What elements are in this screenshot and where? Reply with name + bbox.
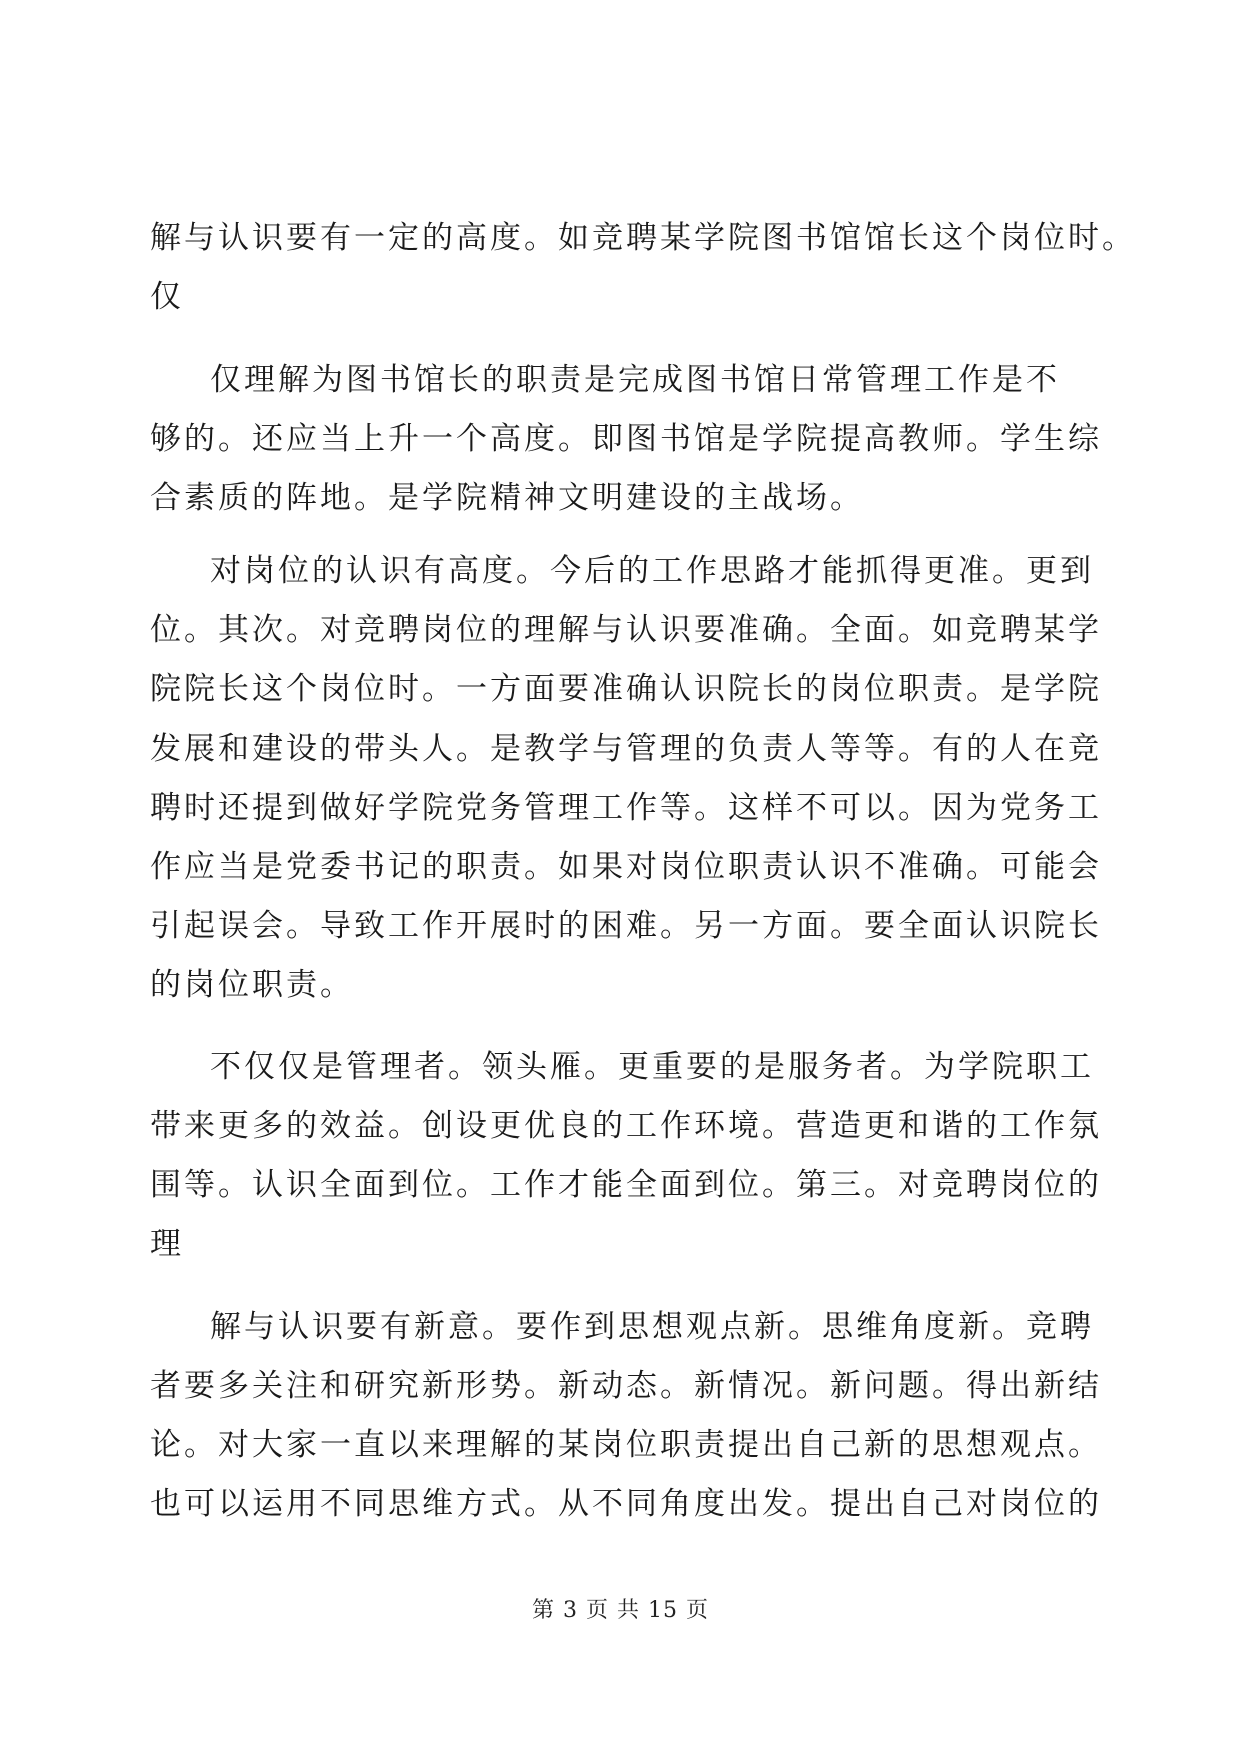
page-footer: 第 3 页 共 15 页: [532, 1598, 709, 1623]
text-line: [0, 1155, 1241, 1215]
text-line-content: 够的。还应当上升一个高度。即图书馆是学院提高教师。学生综: [150, 421, 1102, 457]
text-line: [0, 1297, 1241, 1357]
text-line: [0, 541, 1241, 601]
text-line-content: 的岗位职责。: [150, 967, 354, 1003]
text-line-content: 不仅仅是管理者。领头雁。更重要的是服务者。为学院职工: [210, 1049, 1094, 1085]
text-line: [0, 1037, 1241, 1097]
text-line: [0, 896, 1241, 956]
text-line: [0, 778, 1241, 838]
text-line: [0, 719, 1241, 779]
text-line-content: 解与认识要有一定的高度。如竞聘某学院图书馆馆长这个岗位时。: [150, 220, 1136, 256]
text-line: [0, 1356, 1241, 1416]
text-line-content: 合素质的阵地。是学院精神文明建设的主战场。: [150, 480, 864, 516]
text-line: [0, 600, 1241, 660]
text-line: [0, 267, 1241, 327]
text-line-content: 仅理解为图书馆长的职责是完成图书馆日常管理工作是不: [210, 362, 1060, 398]
text-line: [0, 1214, 1241, 1274]
text-line-content: 作应当是党委书记的职责。如果对岗位职责认识不准确。可能会: [150, 849, 1102, 885]
text-line-content: 聘时还提到做好学院党务管理工作等。这样不可以。因为党务工: [150, 790, 1102, 826]
text-line: [0, 409, 1241, 469]
text-line-content: 引起误会。导致工作开展时的困难。另一方面。要全面认识院长: [150, 908, 1102, 944]
text-line: [0, 1474, 1241, 1534]
text-line-content: 解与认识要有新意。要作到思想观点新。思维角度新。竞聘: [210, 1309, 1094, 1345]
text-line-content: 也可以运用不同思维方式。从不同角度出发。提出自己对岗位的: [150, 1486, 1102, 1522]
text-line-content: 围等。认识全面到位。工作才能全面到位。第三。对竞聘岗位的: [150, 1167, 1102, 1203]
text-line: [0, 659, 1241, 719]
text-line-content: 带来更多的效益。创设更优良的工作环境。营造更和谐的工作氛: [150, 1108, 1102, 1144]
text-line-content: 对岗位的认识有高度。今后的工作思路才能抓得更准。更到: [210, 553, 1094, 589]
text-line-content: 理: [150, 1226, 184, 1262]
text-line: [0, 1415, 1241, 1475]
text-line: [0, 955, 1241, 1015]
text-line-content: 论。对大家一直以来理解的某岗位职责提出自己新的思想观点。: [150, 1427, 1102, 1463]
text-line: [0, 468, 1241, 528]
text-line-content: 仅: [150, 279, 184, 315]
text-line: [0, 208, 1241, 268]
text-line: [0, 837, 1241, 897]
text-line-content: 院院长这个岗位时。一方面要准确认识院长的岗位职责。是学院: [150, 671, 1102, 707]
text-line-content: 位。其次。对竞聘岗位的理解与认识要准确。全面。如竞聘某学: [150, 612, 1102, 648]
text-line-content: 发展和建设的带头人。是教学与管理的负责人等等。有的人在竞: [150, 731, 1102, 767]
text-line-content: 者要多关注和研究新形势。新动态。新情况。新问题。得出新结: [150, 1368, 1102, 1404]
text-line: [0, 350, 1241, 410]
text-line: [0, 1096, 1241, 1156]
